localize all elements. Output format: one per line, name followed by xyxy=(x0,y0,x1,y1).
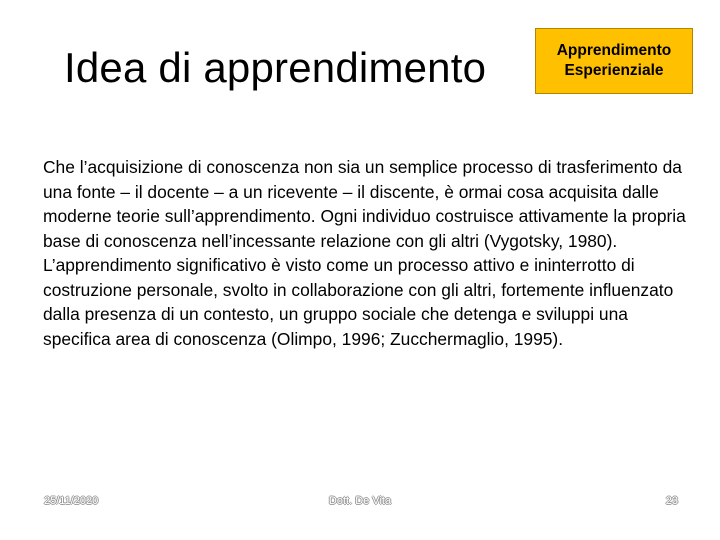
badge-line-2: Esperienziale xyxy=(564,62,664,79)
paragraph-2: L’apprendimento significativo è visto come un processo attivo e ininterrotto di costruzione personale, svolto in collaborazione con gli altri, fortemente influenzato dalla presenza di un contesto, un gruppo sociale che detenga e sviluppi una specifica area di conoscenza (Olimpo, 1996; Zucchermaglio, 1995). xyxy=(43,255,674,349)
footer-author: Dott. De Vita xyxy=(328,495,392,507)
footer-page-number: 23 xyxy=(665,495,678,507)
topic-badge xyxy=(535,28,693,94)
slide-title: Idea di apprendimento xyxy=(64,44,487,91)
slide-body xyxy=(43,155,693,351)
footer-date: 25/11/2020 xyxy=(44,495,99,507)
badge-line-1: Apprendimento xyxy=(556,42,672,59)
paragraph-1: Che l’acquisizione di conoscenza non sia un semplice processo di trasferimento da una fonte – il docente – a un ricevente – il discente, è ormai cosa acquisita dalle moderne teorie sull’apprendimento. Ogni individuo costruisce attivamente la propria base di conoscenza nell’incessante relazione con gli altri (Vygotsky, 1980). xyxy=(43,157,686,251)
